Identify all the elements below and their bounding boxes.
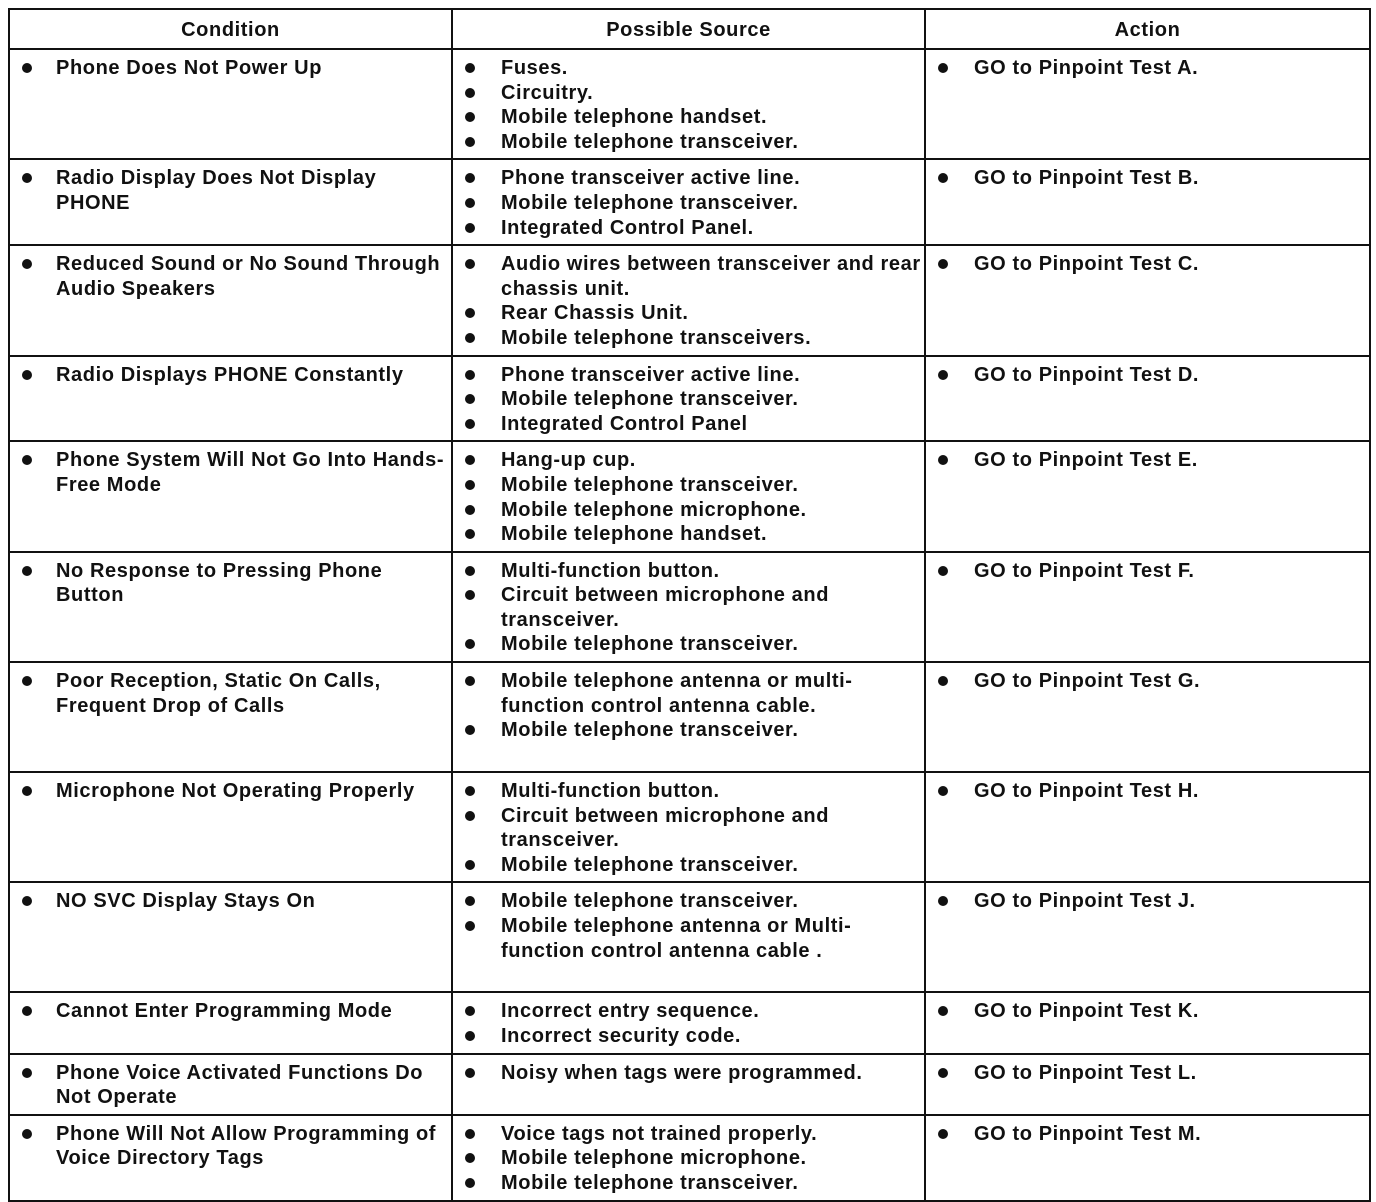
source-item [453,718,924,743]
bullet-icon [465,921,475,931]
possible-source-cell [452,662,925,772]
source-item [453,999,924,1024]
source-item-text: Mobile telephone antenna or multi-function control antenna cable. [501,670,853,717]
action-item [926,999,1369,1024]
condition-item-text: Phone Voice Activated Functions Do Not Operate [56,1061,424,1109]
source-item-text: Mobile telephone microphone. [501,498,807,521]
bullet-icon [465,860,475,870]
source-item [453,81,924,106]
condition-item [10,166,451,215]
bullet-icon [465,725,475,735]
table-row [9,1115,1370,1201]
action-item-text: GO to Pinpoint Test F. [974,559,1195,582]
table-header-row [9,9,1370,49]
bullet-icon [938,259,948,269]
possible-source-cell [452,772,925,882]
bullet-icon [22,370,32,380]
action-cell [925,441,1370,551]
condition-item-text: No Response to Pressing Phone Button [56,559,383,607]
bullet-icon [938,676,948,686]
diagnosis-table-container [8,8,1369,1202]
condition-item-text: Poor Reception, Static On Calls, Frequent Drop of Calls [56,670,381,717]
table-row [9,49,1370,159]
action-item [926,889,1369,914]
action-cell [925,662,1370,772]
source-item-text: Integrated Control Panel [501,412,748,435]
bullet-icon [22,676,32,686]
source-item-text: Voice tags not trained properly. [501,1122,818,1145]
header-condition: Condition [9,9,452,49]
source-item [453,1122,924,1147]
bullet-icon [465,529,475,539]
table-row [9,882,1370,992]
action-item [926,56,1369,81]
source-item [453,1146,924,1171]
bullet-icon [465,223,475,233]
source-item [453,105,924,130]
table-row [9,992,1370,1053]
condition-item [10,56,451,81]
source-item [453,363,924,388]
source-item [453,412,924,437]
action-cell [925,159,1370,245]
possible-source-cell [452,441,925,551]
action-item-text: GO to Pinpoint Test J. [974,890,1196,913]
bullet-icon [465,394,475,404]
possible-source-cell [452,992,925,1053]
bullet-icon [22,173,32,183]
action-item [926,669,1369,694]
action-item [926,779,1369,804]
source-item [453,632,924,657]
source-item [453,804,924,853]
condition-cell [9,159,452,245]
source-item-text: Mobile telephone transceiver. [501,890,799,913]
condition-item-text: NO SVC Display Stays On [56,890,316,913]
bullet-icon [465,1006,475,1016]
source-item [453,216,924,241]
bullet-icon [465,88,475,98]
bullet-icon [465,173,475,183]
possible-source-cell [452,356,925,442]
table-body [9,49,1370,1201]
bullet-icon [465,786,475,796]
source-item [453,56,924,81]
bullet-icon [938,1006,948,1016]
table-row [9,662,1370,772]
bullet-icon [465,63,475,73]
source-item-text: Audio wires between transceiver and rear chassis unit. [501,253,921,300]
table-row [9,441,1370,551]
source-item-text: Mobile telephone transceiver. [501,853,799,876]
action-item-text: GO to Pinpoint Test E. [974,449,1198,472]
condition-item-text: Phone Will Not Allow Programming of Voice Directory Tags [56,1122,437,1170]
condition-item [10,1122,451,1171]
source-item [453,669,924,718]
source-item [453,252,924,301]
bullet-icon [22,63,32,73]
action-item-text: GO to Pinpoint Test D. [974,363,1200,386]
source-item [453,914,924,963]
table-row [9,356,1370,442]
condition-item-text: Microphone Not Operating Properly [56,780,415,803]
source-item [453,1171,924,1196]
table-row [9,245,1370,355]
condition-item-text: Phone System Will Not Go Into Hands-Free Mode [56,449,445,496]
bullet-icon [22,1006,32,1016]
condition-item-text: Phone Does Not Power Up [56,57,323,79]
condition-cell [9,49,452,159]
possible-source-cell [452,1115,925,1201]
action-cell [925,1115,1370,1201]
bullet-icon [465,370,475,380]
action-item-text: GO to Pinpoint Test H. [974,780,1200,803]
condition-item [10,1061,451,1110]
bullet-icon [465,308,475,318]
header-action: Action [925,9,1370,49]
bullet-icon [22,259,32,269]
action-item [926,363,1369,388]
source-item-text: Phone transceiver active line. [501,363,801,386]
source-item-text: Circuitry. [501,81,594,104]
bullet-icon [465,112,475,122]
bullet-icon [465,198,475,208]
source-item [453,498,924,523]
action-item [926,252,1369,277]
source-item-text: Mobile telephone antenna or Multi-function control antenna cable . [501,915,852,962]
action-item [926,1122,1369,1147]
bullet-icon [22,1068,32,1078]
condition-item-text: Radio Display Does Not Display PHONE [56,167,377,214]
action-item [926,559,1369,584]
header-possible-source: Possible Source [452,9,925,49]
bullet-icon [465,259,475,269]
source-item [453,853,924,878]
table-row [9,552,1370,662]
bullet-icon [938,63,948,73]
bullet-icon [465,896,475,906]
action-item [926,166,1369,191]
source-item-text: Rear Chassis Unit. [501,302,689,325]
bullet-icon [465,1178,475,1188]
bullet-icon [465,137,475,147]
bullet-icon [465,333,475,343]
condition-item-text: Radio Displays PHONE Constantly [56,363,404,386]
action-item-text: GO to Pinpoint Test L. [974,1061,1197,1084]
condition-item-text: Cannot Enter Programming Mode [56,1000,393,1023]
table-row [9,772,1370,882]
source-item-text: Multi-function button. [501,780,720,803]
source-item [453,1024,924,1049]
source-item [453,779,924,804]
bullet-icon [465,1068,475,1078]
action-item-text: GO to Pinpoint Test M. [974,1122,1202,1145]
source-item-text: Mobile telephone transceiver. [501,191,799,214]
action-cell [925,772,1370,882]
possible-source-cell [452,49,925,159]
possible-source-cell [452,159,925,245]
source-item [453,559,924,584]
source-item [453,1061,924,1086]
condition-cell [9,552,452,662]
action-item-text: GO to Pinpoint Test C. [974,253,1200,276]
source-item-text: Mobile telephone transceiver. [501,388,799,411]
condition-item [10,252,451,301]
bullet-icon [465,455,475,465]
condition-item [10,448,451,497]
bullet-icon [938,896,948,906]
bullet-icon [938,370,948,380]
bullet-icon [22,1129,32,1139]
table-row [9,1054,1370,1115]
bullet-icon [465,480,475,490]
action-cell [925,992,1370,1053]
action-cell [925,1054,1370,1115]
bullet-icon [465,590,475,600]
bullet-icon [465,566,475,576]
bullet-icon [465,1129,475,1139]
action-item-text: GO to Pinpoint Test G. [974,670,1201,693]
bullet-icon [938,566,948,576]
source-item-text: Incorrect entry sequence. [501,1000,760,1023]
symptom-chart-table [8,8,1371,1202]
source-item [453,301,924,326]
source-item-text: Fuses. [501,57,568,79]
possible-source-cell [452,245,925,355]
action-item-text: GO to Pinpoint Test B. [974,167,1200,190]
source-item [453,448,924,473]
possible-source-cell [452,882,925,992]
bullet-icon [938,1129,948,1139]
source-item [453,473,924,498]
bullet-icon [938,1068,948,1078]
action-cell [925,552,1370,662]
source-item-text: Mobile telephone microphone. [501,1147,807,1170]
condition-cell [9,441,452,551]
source-item-text: Mobile telephone transceivers. [501,326,812,349]
condition-cell [9,772,452,882]
bullet-icon [22,786,32,796]
source-item-text: Mobile telephone transceiver. [501,130,799,153]
action-cell [925,49,1370,159]
condition-item [10,363,451,388]
condition-item [10,889,451,914]
source-item-text: Mobile telephone handset. [501,523,768,546]
source-item-text: Integrated Control Panel. [501,216,754,239]
bullet-icon [465,639,475,649]
source-item-text: Phone transceiver active line. [501,167,801,190]
source-item-text: Circuit between microphone and transceiver. [501,584,830,631]
source-item [453,522,924,547]
action-cell [925,882,1370,992]
condition-item [10,669,451,718]
source-item [453,583,924,632]
source-item-text: Mobile telephone transceiver. [501,1172,799,1194]
condition-cell [9,882,452,992]
action-item [926,1061,1369,1086]
source-item [453,166,924,191]
source-item [453,130,924,155]
action-cell [925,356,1370,442]
source-item-text: Mobile telephone transceiver. [501,473,799,496]
condition-cell [9,992,452,1053]
possible-source-cell [452,552,925,662]
bullet-icon [22,896,32,906]
bullet-icon [465,1031,475,1041]
source-item-text: Mobile telephone handset. [501,106,768,129]
condition-cell [9,356,452,442]
action-item [926,448,1369,473]
bullet-icon [465,676,475,686]
bullet-icon [465,1153,475,1163]
condition-cell [9,1054,452,1115]
condition-cell [9,1115,452,1201]
condition-item [10,999,451,1024]
source-item [453,889,924,914]
action-item-text: GO to Pinpoint Test A. [974,57,1199,79]
table-row [9,159,1370,245]
source-item-text: Hang-up cup. [501,449,636,472]
bullet-icon [938,455,948,465]
source-item-text: Multi-function button. [501,559,720,582]
source-item-text: Mobile telephone transceiver. [501,719,799,742]
source-item [453,326,924,351]
bullet-icon [465,505,475,515]
bullet-icon [938,173,948,183]
bullet-icon [22,455,32,465]
action-cell [925,245,1370,355]
source-item-text: Mobile telephone transceiver. [501,633,799,656]
condition-cell [9,662,452,772]
condition-item-text: Reduced Sound or No Sound Through Audio Speakers [56,253,441,300]
bullet-icon [465,419,475,429]
condition-item [10,779,451,804]
bullet-icon [22,566,32,576]
source-item [453,191,924,216]
source-item-text: Circuit between microphone and transceiver. [501,804,830,852]
bullet-icon [938,786,948,796]
action-item-text: GO to Pinpoint Test K. [974,1000,1200,1023]
bullet-icon [465,811,475,821]
source-item-text: Incorrect security code. [501,1025,742,1048]
source-item-text: Noisy when tags were programmed. [501,1061,863,1084]
condition-item [10,559,451,608]
possible-source-cell [452,1054,925,1115]
source-item [453,387,924,412]
condition-cell [9,245,452,355]
